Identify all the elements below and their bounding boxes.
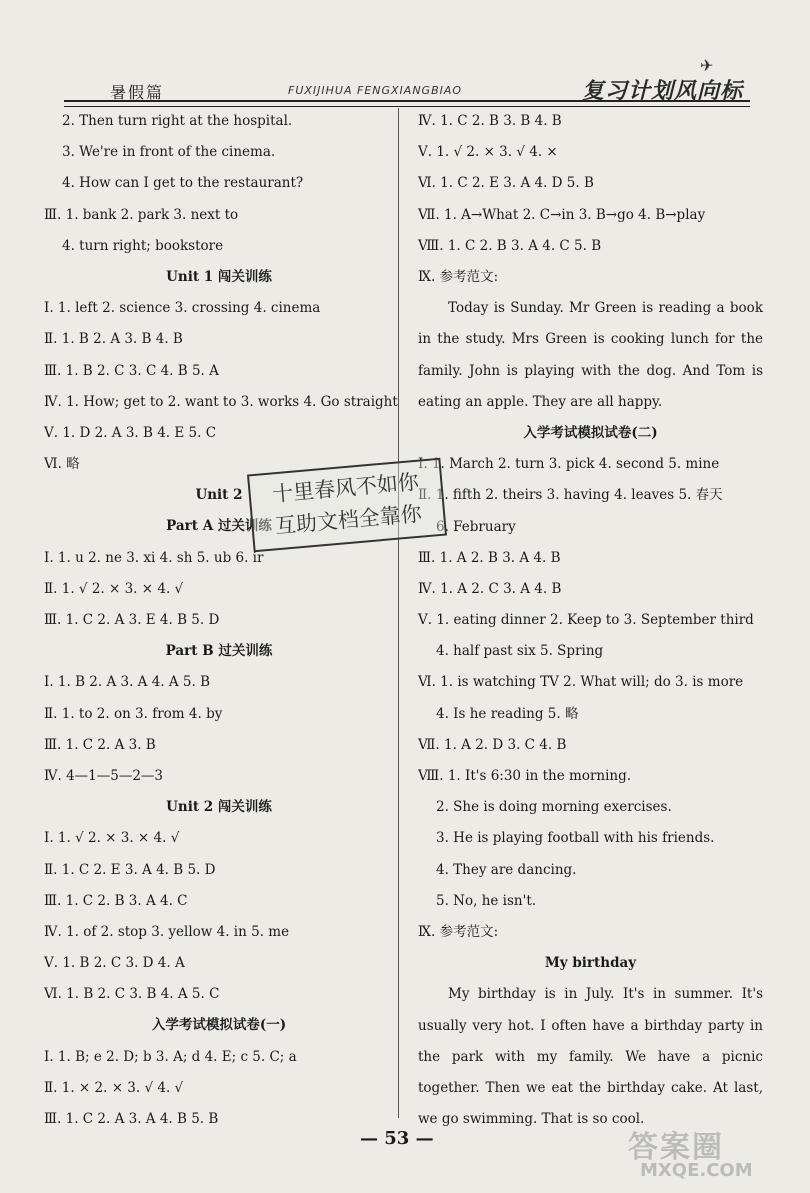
answer-line: Ⅲ. 1. B 2. C 3. C 4. B 5. A bbox=[44, 362, 219, 379]
answer-line: Ⅷ. 1. C 2. B 3. A 4. C 5. B bbox=[418, 237, 602, 254]
right-top-answers bbox=[418, 106, 763, 293]
answer-line: Ⅲ. 1. C 2. A 3. B bbox=[44, 736, 156, 753]
answer-line: Ⅱ. 1. to 2. on 3. from 4. by bbox=[44, 705, 223, 722]
answer-line: 3. He is playing football with his friends. bbox=[436, 830, 715, 847]
answer-line: Ⅰ. 1. u 2. ne 3. xi 4. sh 5. ub 6. ir bbox=[44, 549, 264, 566]
header-pinyin-title: FUXIJIHUA FENGXIANGBIAO bbox=[288, 84, 463, 97]
answer-line: Ⅶ. 1. A 2. D 3. C 4. B bbox=[418, 736, 567, 753]
answer-line: Ⅵ. 1. is watching TV 2. What will; do 3. is more bbox=[418, 674, 744, 691]
answer-line: 4. How can I get to the restaurant? bbox=[62, 175, 304, 192]
header-section-label: 暑假篇 bbox=[110, 83, 165, 102]
answer-line: Ⅷ. 1. It's 6:30 in the morning. bbox=[418, 768, 632, 784]
column-divider bbox=[398, 108, 399, 1118]
answer-line: Ⅱ. 1. C 2. E 3. A 4. B 5. D bbox=[44, 861, 216, 878]
answer-line: Ⅴ. 1. √ 2. × 3. √ 4. × bbox=[418, 144, 558, 161]
section-heading: 入学考试模拟试卷(二) bbox=[523, 424, 658, 441]
site-watermark-url: MXQE.COM bbox=[640, 1160, 753, 1181]
answer-line: Ⅲ. 1. A 2. B 3. A 4. B bbox=[418, 549, 561, 566]
answer-line: Ⅶ. 1. A→What 2. C→in 3. B→go 4. B→play bbox=[418, 206, 706, 223]
section-heading: My birthday bbox=[544, 955, 637, 972]
header-brand-logo: 复习计划风向标 bbox=[582, 79, 744, 104]
answer-line: Ⅱ. 1. × 2. × 3. √ 4. √ bbox=[44, 1079, 184, 1096]
answer-line: Ⅰ. 1. B 2. A 3. A 4. A 5. B bbox=[44, 674, 211, 691]
answer-line: Ⅵ. 1. C 2. E 3. A 4. D 5. B bbox=[418, 175, 594, 192]
answer-line: Ⅸ. 参考范文: bbox=[418, 923, 499, 940]
section-heading: 入学考试模拟试卷(一) bbox=[151, 1017, 287, 1034]
answer-line: Ⅴ. 1. eating dinner 2. Keep to 3. September third bbox=[418, 612, 754, 629]
answer-line: Ⅴ. 1. D 2. A 3. B 4. E 5. C bbox=[44, 424, 217, 441]
site-watermark-logo: 答案圈 bbox=[628, 1130, 724, 1165]
section-heading: Unit 2 bbox=[195, 487, 243, 504]
left-column bbox=[44, 106, 398, 1135]
essay-sunday: Today is Sunday. Mr Green is reading a book in the study. Mrs Green is cooking lunch for the family. John is playing with the dog. And Tom is eating an apple. They are all happy. bbox=[418, 300, 763, 410]
answer-line: Ⅱ. 1. B 2. A 3. B 4. B bbox=[44, 331, 183, 348]
answer-line: Ⅵ. 1. B 2. C 3. B 4. A 5. C bbox=[44, 986, 220, 1003]
answer-line: Ⅱ. 1. fifth 2. theirs 3. having 4. leaves 5. 春天 bbox=[418, 487, 723, 504]
section-heading: Part B 过关训练 bbox=[165, 643, 273, 660]
answer-line: Ⅱ. 1. √ 2. × 3. × 4. √ bbox=[44, 580, 184, 597]
section-heading: Unit 2 闯关训练 bbox=[166, 799, 272, 816]
essay-birthday: My birthday is in July. It's in summer. It's usually very hot. I often have a birthday party in the park with my family. We have a picnic together. Then we eat the birthday cake. At last, we go swimming. That is so cool. bbox=[418, 986, 763, 1128]
answer-line: 2. She is doing morning exercises. bbox=[436, 799, 672, 816]
section-heading: Part A 过关训练 bbox=[166, 518, 272, 535]
answer-line: 5. No, he isn't. bbox=[436, 892, 537, 909]
bird-icon: ✈ bbox=[700, 56, 714, 75]
answer-line: Ⅲ. 1. C 2. B 3. A 4. C bbox=[44, 892, 188, 909]
page-number: — 53 — bbox=[360, 1128, 434, 1149]
answer-line: 6. February bbox=[436, 518, 516, 535]
answer-line: Ⅸ. 参考范文: bbox=[418, 268, 499, 285]
answer-line: Ⅰ. 1. B; e 2. D; b 3. A; d 4. E; c 5. C; a bbox=[44, 1048, 297, 1065]
section-heading: Unit 1 闯关训练 bbox=[166, 268, 272, 285]
answer-line: Ⅰ. 1. March 2. turn 3. pick 4. second 5. mine bbox=[418, 456, 720, 473]
answer-line: 4. turn right; bookstore bbox=[62, 237, 224, 254]
answer-line: Ⅰ. 1. left 2. science 3. crossing 4. cinema bbox=[44, 300, 321, 317]
answer-line: Ⅲ. 1. bank 2. park 3. next to bbox=[44, 206, 239, 223]
answer-line: Ⅳ. 1. C 2. B 3. B 4. B bbox=[418, 113, 562, 129]
stamp-line-1: 十里春风不如你 bbox=[271, 469, 420, 507]
answer-line: Ⅰ. 1. √ 2. × 3. × 4. √ bbox=[44, 830, 180, 847]
right-column bbox=[418, 106, 763, 1135]
answer-line: 4. Is he reading 5. 略 bbox=[436, 705, 579, 722]
answer-line: 4. They are dancing. bbox=[436, 861, 577, 878]
answer-line: 3. We're in front of the cinema. bbox=[62, 144, 276, 161]
stamp-line-2: 互助文档全靠你 bbox=[274, 501, 423, 539]
answer-line: Ⅵ. 略 bbox=[44, 456, 80, 473]
answer-line: Ⅳ. 1. of 2. stop 3. yellow 4. in 5. me bbox=[44, 923, 290, 940]
right-mid-answers bbox=[418, 418, 763, 979]
answer-line: 4. half past six 5. Spring bbox=[436, 643, 604, 660]
answer-line: Ⅲ. 1. C 2. A 3. A 4. B 5. B bbox=[44, 1111, 219, 1127]
answer-line: Ⅴ. 1. B 2. C 3. D 4. A bbox=[44, 955, 185, 972]
answer-line: Ⅳ. 1. A 2. C 3. A 4. B bbox=[418, 580, 562, 597]
answer-line: Ⅳ. 1. How; get to 2. want to 3. works 4. Go straight bbox=[44, 393, 398, 410]
answer-line: Ⅲ. 1. C 2. A 3. E 4. B 5. D bbox=[44, 612, 220, 628]
answer-line: Ⅳ. 4—1—5—2—3 bbox=[44, 767, 164, 784]
answer-line: 2. Then turn right at the hospital. bbox=[62, 113, 293, 129]
